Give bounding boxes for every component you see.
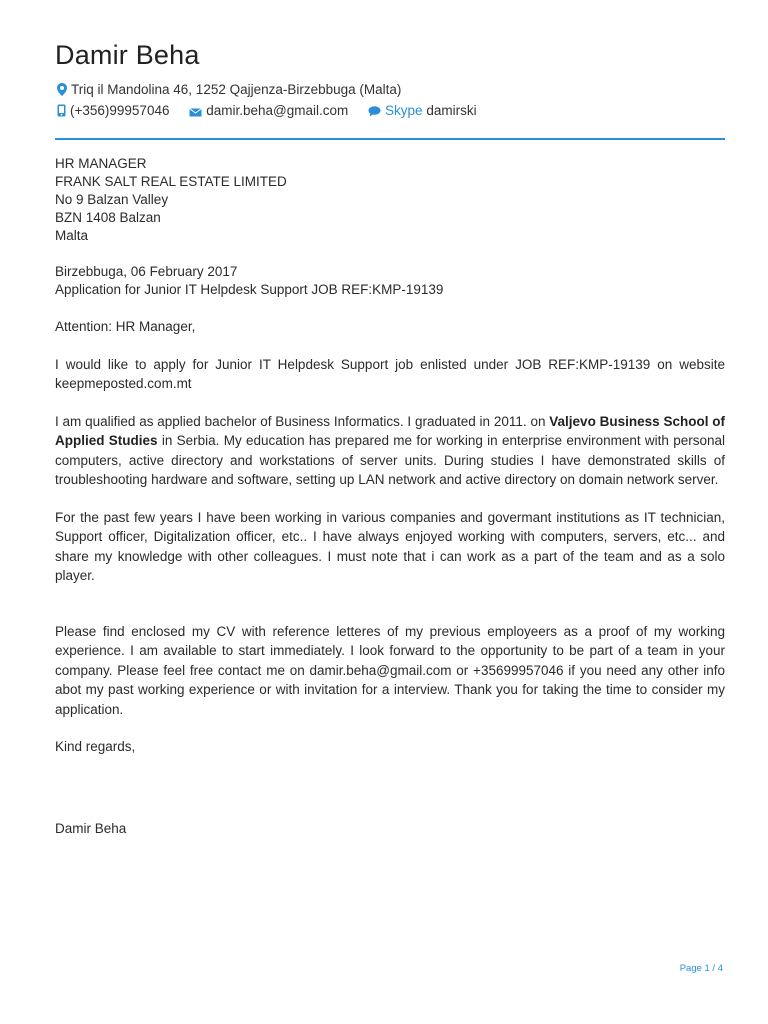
- speech-bubble-icon: [368, 105, 381, 120]
- applicant-name: Damir Beha: [55, 40, 200, 70]
- mobile-phone-icon: [57, 104, 66, 120]
- email-item: [189, 103, 352, 118]
- recipient-line: FRANK SALT REAL ESTATE LIMITED: [55, 174, 287, 189]
- recipient-line: No 9 Balzan Valley: [55, 192, 169, 207]
- location-pin-icon: [57, 83, 67, 99]
- skype-id: damirski: [426, 103, 477, 118]
- page-number: Page 1 / 4: [679, 963, 723, 974]
- paragraph-education-text: I am qualified as applied bachelor of Business Informatics. I graduated in 2011. on: [55, 413, 550, 429]
- skype-label: Skype: [385, 103, 423, 118]
- paragraph-education-text-cont: in Serbia. My education has prepared me for working in enterprise environment with personal computers, active directory and workstations of server units. During studies I have demonstrated skills of troubleshooting hardware and software, setting up LAN network and active directory on domain network server.: [55, 433, 725, 487]
- address-text: Triq il Mandolina 46, 1252 Qajjenza-Birzebbuga (Malta): [71, 82, 402, 97]
- address-line: [57, 82, 401, 99]
- closing: Kind regards,: [55, 739, 136, 754]
- contact-details: [57, 103, 493, 120]
- recipient-line: BZN 1408 Balzan: [55, 210, 161, 225]
- email-address[interactable]: damir.beha@gmail.com: [206, 103, 349, 118]
- subject-line: Application for Junior IT Helpdesk Support JOB REF:KMP-19139: [55, 282, 444, 297]
- signature: Damir Beha: [55, 820, 127, 836]
- place-date: Birzebbuga, 06 February 2017: [55, 264, 238, 279]
- envelope-icon: [189, 105, 202, 120]
- letter-body: [55, 155, 725, 838]
- skype-item: [368, 103, 477, 118]
- phone-number: (+356)99957046: [70, 103, 170, 118]
- recipient-line: HR MANAGER: [55, 156, 147, 171]
- school-name: Valjevo Business School of Applied Studies: [55, 413, 725, 448]
- paragraph-intro: I would like to apply for Junior IT Helpdesk Support job enlisted under JOB REF:KMP-19139 on website keepmeposted.com.mt: [55, 356, 725, 391]
- salutation: Attention: HR Manager,: [55, 319, 196, 334]
- phone-item: [57, 103, 173, 118]
- paragraph-education: [55, 412, 725, 490]
- recipient-address: [55, 155, 725, 245]
- header-divider: [55, 138, 725, 140]
- paragraph-closing-request: Please find enclosed my CV with reference letteres of my previous employeers as a proof of my working experience. I am available to start immediately. I look forward to the opportunity to be part of a team in your company. Please feel free contact me on damir.beha@gmail.com or +35699957046 if you need any other info abot my past working experience or with invitation for a interview. Thank you for taking the time to consider my application.: [55, 623, 725, 717]
- recipient-line: Malta: [55, 228, 89, 243]
- paragraph-experience: For the past few years I have been working in various companies and govermant institutions as IT technician, Support officer, Digitalization officer, etc.. I have always enjoyed working with computers, servers, etc... and share my knowledge with other colleagues. I must note that i can work as a part of the team and as a solo player.: [55, 509, 725, 583]
